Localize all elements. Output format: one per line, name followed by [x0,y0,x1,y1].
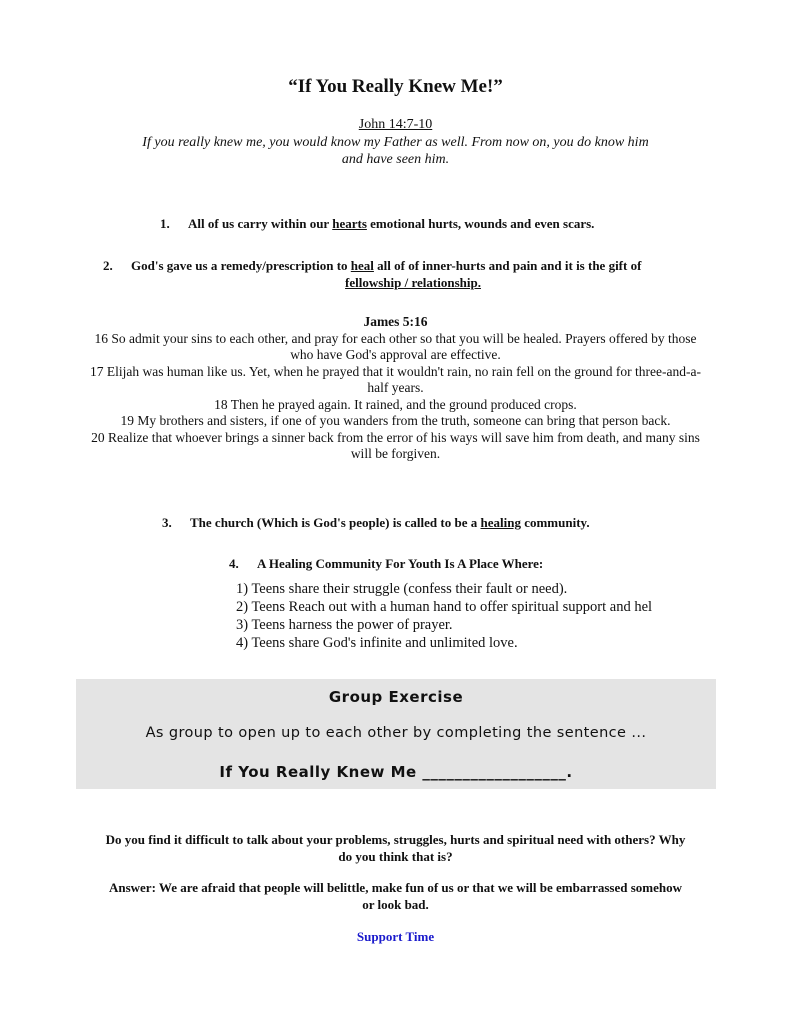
point-text: community. [520,515,590,530]
question-line: do you think that is? [338,848,453,864]
point-2 [103,257,703,291]
scripture-reference: John 14:7-10 [358,117,433,132]
list-item: 4) Teens share God's infinite and unlimited love. [236,635,518,651]
support-time-label: Support Time [356,929,435,944]
point-4 [229,556,543,572]
point-text: The church (Which is God's people) is called to be a [190,515,481,530]
group-exercise-sentence: If You Really Knew Me __________________. [219,763,573,781]
james-line: half years. [367,380,424,395]
point-number: 3. [162,515,172,530]
james-line: 17 Elijah was human like us. Yet, when he prayed that it wouldn't rain, no rain fell on the ground for three-and-a- [90,363,701,379]
answer-line: or look bad. [362,896,429,912]
scripture-verse [100,134,691,168]
point-text: All of us carry within our [188,216,333,231]
healing-list [236,580,652,652]
discussion-question [70,832,721,865]
point-text: emotional hurts, wounds and even scars. [366,216,595,231]
james-passage [60,314,731,463]
group-exercise-text: As group to open up to each other by completing the sentence ... [145,725,647,741]
group-exercise-box [76,679,716,789]
list-item: 3) Teens harness the power of prayer. [236,617,453,633]
point-number: 4. [229,556,239,571]
group-exercise-heading: Group Exercise [328,688,464,706]
verse-line: If you really knew me, you would know my Father as well. From now on, you do know him [142,135,649,150]
point-3 [162,515,590,531]
james-heading: James 5:16 [363,314,428,329]
point-underlined-line: fellowship / relationship. [345,275,481,290]
point-1 [160,216,594,232]
point-text: all of of inner-hurts and pain and it is the gift of [373,258,642,273]
question-line: Do you find it difficult to talk about your problems, struggles, hurts and spiritual need with others? Why [105,832,686,847]
point-underlined: hearts [332,216,367,231]
discussion-answer [70,880,721,913]
james-line: 19 My brothers and sisters, if one of you wanders from the truth, someone can bring that person back. [120,413,671,428]
point-number: 1. [160,216,170,231]
list-item: 2) Teens Reach out with a human hand to offer spiritual support and hel [236,599,653,615]
james-line: 18 Then he prayed again. It rained, and the ground produced crops. [214,396,577,412]
point-underlined: heal [350,258,374,273]
james-line: who have God's approval are effective. [290,347,501,362]
answer-line: Answer: We are afraid that people will belittle, make fun of us or that we will be embarrassed somehow [108,880,683,895]
james-line: 20 Realize that whoever brings a sinner back from the error of his ways will save him from death, and many sins [91,429,700,445]
page-title: “If You Really Knew Me!” [288,76,503,97]
point-text: God's gave us a remedy/prescription to [131,258,351,273]
verse-line: and have seen him. [341,152,450,167]
point-number: 2. [103,258,113,273]
james-line: will be forgiven. [350,446,441,461]
point-text: A Healing Community For Youth Is A Place Where: [257,556,544,571]
point-underlined: healing [480,515,521,530]
list-item: 1) Teens share their struggle (confess their fault or need). [236,581,568,597]
james-line: 16 So admit your sins to each other, and pray for each other so that you will be healed. Prayers offered by those [94,330,697,346]
